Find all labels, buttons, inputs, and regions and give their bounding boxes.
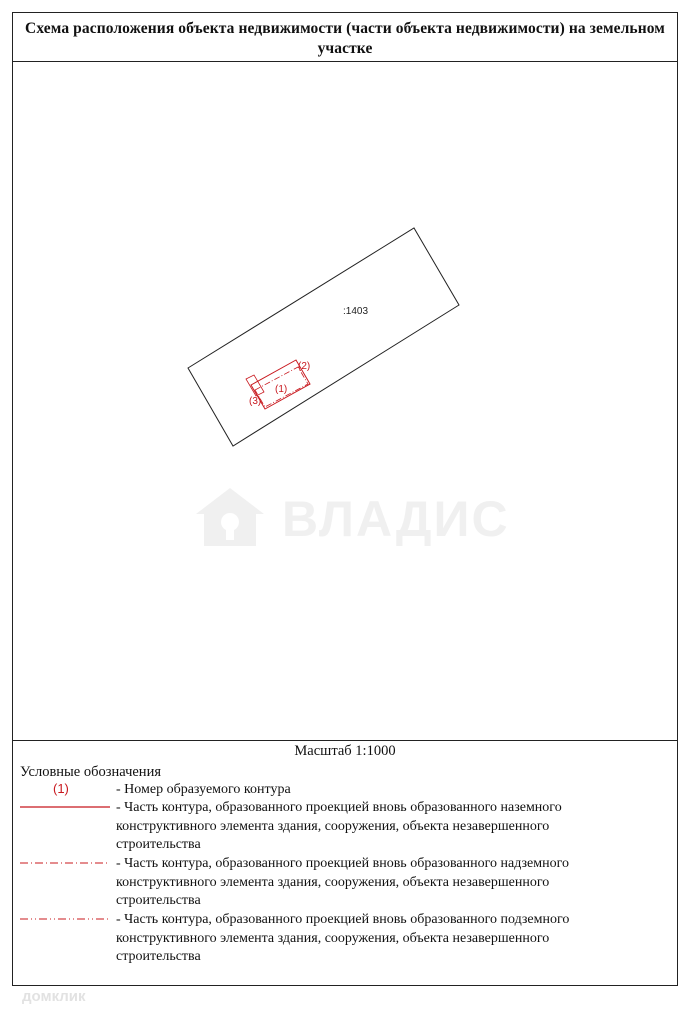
dash-dot-line-symbol [20,859,110,875]
legend-panel [13,740,677,985]
contour-label-1: (1) [275,384,288,395]
parcel-number-label: :1403 [343,306,369,317]
page-title: Схема расположения объекта недвижимости (части объекта недвижимости) на земельном участке [13,13,677,62]
legend-item-text: - Часть контура, образованного проекцией вновь образованного наземного конструктивного элемента здания, сооружения, объекта незавершенного строительства [116,800,562,852]
domclick-watermark: домклик [22,988,86,1005]
legend-item-text: - Номер образуемого контура [116,782,291,797]
contour-number-symbol: (1) [53,781,69,796]
building-contour-small [246,375,264,396]
scale-label: Масштаб 1:1000 [294,743,396,759]
site-plan-svg [13,62,679,740]
contour-label-3: (3) [249,396,262,407]
legend-title: Условные обозначения [20,764,161,780]
watermark-text: ВЛАДИС [282,491,510,547]
legend-item-text: - Часть контура, образованного проекцией вновь образованного подземного конструктивного элемента здания, сооружения, объекта незавершенного строительства [116,912,570,964]
solid-line-symbol [20,803,110,819]
vladis-watermark [190,484,530,554]
contour-label-2: (2) [298,361,311,372]
house-logo-icon [190,484,270,550]
legend-item-text: - Часть контура, образованного проекцией вновь образованного надземного конструктивного элемента здания, сооружения, объекта незавершенного строительства [116,856,569,908]
dash-dot-dot-line-symbol [20,915,110,931]
land-parcel-outline [188,228,459,446]
site-plan [13,62,677,740]
